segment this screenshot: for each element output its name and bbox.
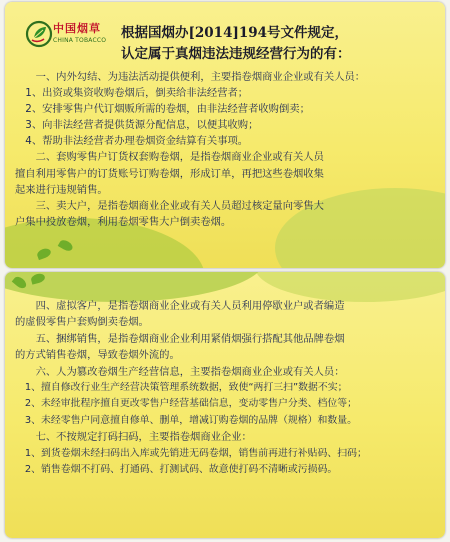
section-heading: 四、虚拟客户，是指卷烟商业企业或有关人员利用停歇业户或者编造: [35, 300, 345, 312]
section-heading: 一、内外勾结、为违法活动提供便利，主要指卷烟商业企业或有关人员：: [35, 71, 366, 83]
paragraph-line: 起来进行违规销售。: [15, 183, 108, 196]
section-heading: 三、卖大户，是指卷烟商业企业或有关人员超过核定量向零售大: [35, 199, 324, 212]
list-item: 1、到货卷烟未经扫码出入库或先销进无码卷烟，销售前再进行补贴码、扫码；: [24, 447, 367, 459]
paragraph-line: 的虚假零售户套购倒卖卷烟。: [15, 316, 149, 329]
list-item: 2、销售卷烟不打码、打通码、打测试码、故意使打码不清晰或污损码。: [24, 464, 338, 476]
card-bottom-body: [15, 298, 435, 478]
logo-name-en: CHINA TOBACCO: [53, 37, 107, 44]
paragraph-line: 的方式销售卷烟，导致卷烟外流的。: [15, 349, 180, 362]
list-item: 1、出资或集资收购卷烟后，倒卖给非法经营者；: [25, 87, 249, 100]
list-item: 3、未经零售户同意擅自修单、删单，增减订购卷烟的品牌（规格）和数量。: [24, 414, 358, 426]
list-item: 2、未经审批程序擅自更改零售户经营基础信息，变动零售户分类、档位等；: [24, 398, 358, 410]
notice-title-line2: 认定属于真烟违法违规经营行为的有：: [121, 46, 351, 62]
list-item: 1、擅自修改行业生产经营决策管理系统数据，致使“两打三扫”数据不实；: [24, 382, 348, 394]
logo-name-cn: 中国烟草: [53, 22, 101, 35]
section-heading: 五、捆绑销售，是指卷烟商业企业利用紧俏烟强行搭配其他品牌卷烟: [35, 332, 345, 345]
list-item: 4、帮助非法经营者办理卷烟资金结算有关事项。: [25, 135, 249, 148]
card-top-body: [15, 69, 435, 230]
list-item: 3、向非法经营者提供货源分配信息，以便其收购；: [25, 119, 259, 132]
paragraph-line: 擅自利用零售户的订货账号订购卷烟，形成订单，再把这些卷烟收集: [15, 167, 324, 180]
notice-title-line1: 根据国烟办[2014]194号文件规定，: [121, 25, 349, 41]
section-heading: 七、不按规定打码扫码，主要指卷烟商业企业：: [35, 431, 252, 444]
china-tobacco-logo: [25, 16, 119, 56]
notice-card-bottom: [5, 272, 445, 538]
notice-card-top: [5, 2, 445, 268]
paragraph-line: 户集中投放卷烟，利用卷烟零售大户倒卖卷烟。: [15, 215, 232, 228]
tobacco-leaf-icon: [25, 20, 53, 48]
section-heading: 六、人为篡改卷烟生产经营信息，主要指卷烟商业企业或有关人员：: [35, 365, 345, 378]
list-item: 2、安排零售户代订烟贩所需的卷烟，由非法经营者收购倒卖；: [25, 103, 310, 116]
section-heading: 二、套购零售户订货权套购卷烟，是指卷烟商业企业或有关人员: [35, 151, 324, 164]
